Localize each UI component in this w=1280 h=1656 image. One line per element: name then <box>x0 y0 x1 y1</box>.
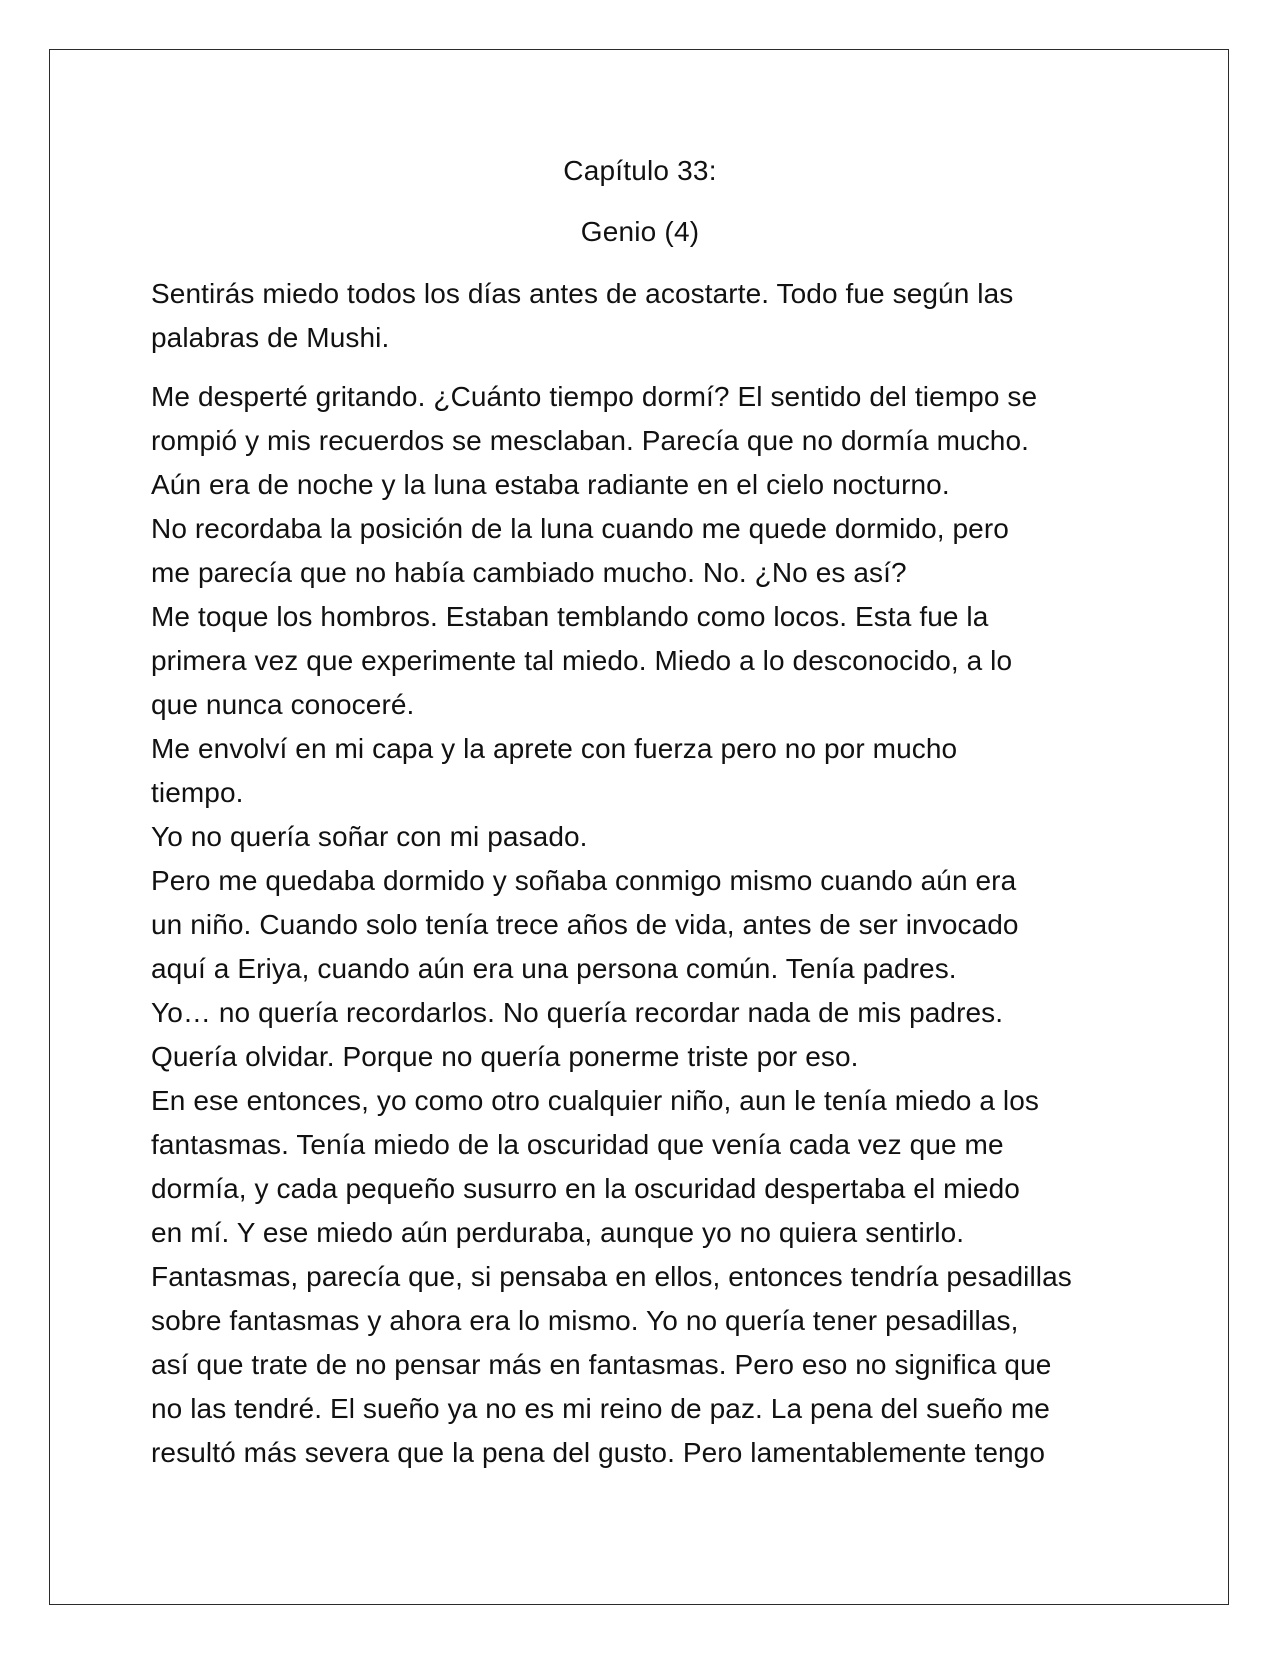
text-line: que nunca conoceré. <box>151 689 415 720</box>
text-line: fantasmas. Tenía miedo de la oscuridad que venía cada vez que me <box>151 1129 1004 1160</box>
text-line: Quería olvidar. Porque no quería ponerme triste por eso. <box>151 1041 859 1072</box>
text-line: en mí. Y ese miedo aún perduraba, aunque yo no quiera sentirlo. <box>151 1217 965 1248</box>
text-line: tiempo. <box>151 777 244 808</box>
intro-paragraph <box>151 272 1141 360</box>
text-line: sobre fantasmas y ahora era lo mismo. Yo no quería tener pesadillas, <box>151 1305 1019 1336</box>
text-line: No recordaba la posición de la luna cuando me quede dormido, pero <box>151 513 1009 544</box>
text-line: En ese entonces, yo como otro cualquier niño, aun le tenía miedo a los <box>151 1085 1039 1116</box>
text-line: Me envolví en mi capa y la aprete con fuerza pero no por mucho <box>151 733 958 764</box>
text-line: Pero me quedaba dormido y soñaba conmigo mismo cuando aún era <box>151 865 1017 896</box>
text-line: me parecía que no había cambiado mucho. No. ¿No es así? <box>151 557 907 588</box>
text-line: Fantasmas, parecía que, si pensaba en ellos, entonces tendría pesadillas <box>151 1261 1072 1292</box>
text-line: palabras de Mushi. <box>151 322 390 353</box>
text-line: Me toque los hombros. Estaban temblando como locos. Esta fue la <box>151 601 989 632</box>
main-paragraph <box>151 375 1141 1475</box>
text-line: Me desperté gritando. ¿Cuánto tiempo dormí? El sentido del tiempo se <box>151 381 1038 412</box>
text-line: no las tendré. El sueño ya no es mi reino de paz. La pena del sueño me <box>151 1393 1050 1424</box>
text-line: dormía, y cada pequeño susurro en la oscuridad despertaba el miedo <box>151 1173 1020 1204</box>
text-line: rompió y mis recuerdos se mesclaban. Parecía que no dormía mucho. <box>151 425 1030 456</box>
text-line: Aún era de noche y la luna estaba radiante en el cielo nocturno. <box>151 469 950 500</box>
text-line: un niño. Cuando solo tenía trece años de vida, antes de ser invocado <box>151 909 1019 940</box>
text-line: así que trate de no pensar más en fantasmas. Pero eso no significa que <box>151 1349 1052 1380</box>
chapter-body <box>151 272 1141 1475</box>
text-line: Yo no quería soñar con mi pasado. <box>151 821 588 852</box>
text-line: primera vez que experimente tal miedo. Miedo a lo desconocido, a lo <box>151 645 1013 676</box>
chapter-title: Capítulo 33: <box>563 155 717 186</box>
text-line: Yo… no quería recordarlos. No quería recordar nada de mis padres. <box>151 997 1004 1028</box>
text-line: resultó más severa que la pena del gusto. Pero lamentablemente tengo <box>151 1437 1046 1468</box>
text-line: aquí a Eriya, cuando aún era una persona común. Tenía padres. <box>151 953 957 984</box>
text-line: Sentirás miedo todos los días antes de acostarte. Todo fue según las <box>151 278 1014 309</box>
chapter-subtitle: Genio (4) <box>580 216 700 247</box>
